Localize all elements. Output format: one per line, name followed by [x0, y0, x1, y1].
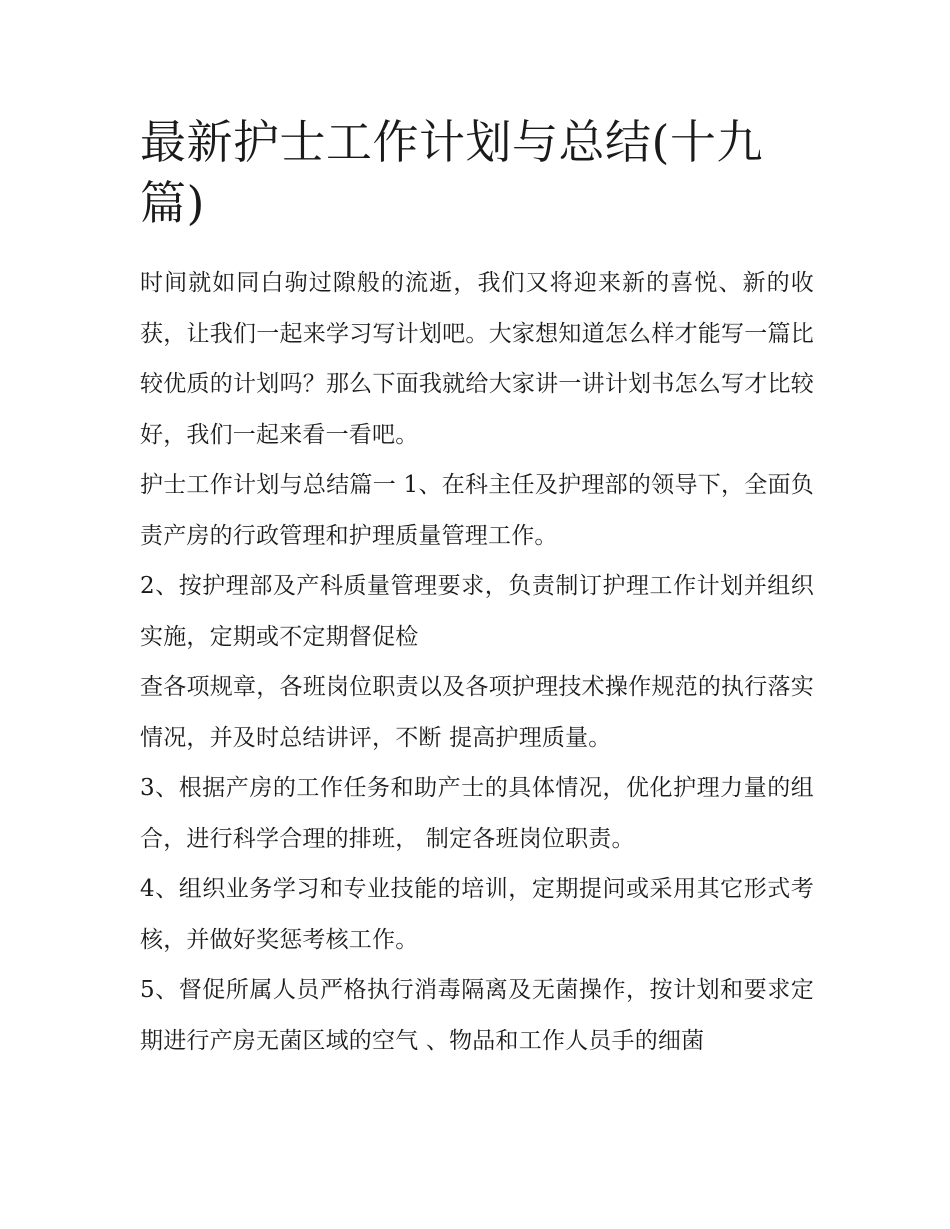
document-title: 最新护士工作计划与总结(十九篇): [140, 115, 763, 230]
section-one-item-1: 护士工作计划与总结篇一 1、在科主任及护理部的领导下，全面负责产房的行政管理和护理质量管理工作。: [140, 472, 814, 549]
section-one-item-5: 5、督促所属人员严格执行消毒隔离及无菌操作，按计划和要求定期进行产房无菌区域的空气 、物品和工作人员手的细菌: [140, 977, 814, 1054]
section-one-item-2: 2、按护理部及产科质量管理要求，负责制订护理工作计划并组织实施，定期或不定期督促检: [140, 573, 814, 650]
intro-paragraph: 时间就如同白驹过隙般的流逝，我们又将迎来新的喜悦、新的收获，让我们一起来学习写计划吧。大家想知道怎么样才能写一篇比较优质的计划吗？那么下面我就给大家讲一讲计划书怎么写才比较好，我们一起来看一看吧。: [140, 270, 814, 448]
document-body: [140, 112, 814, 1066]
section-one-item-4: 4、组织业务学习和专业技能的培训，定期提问或采用其它形式考核，并做好奖惩考核工作。: [140, 876, 814, 953]
section-one-item-2-continued: 查各项规章，各班岗位职责以及各项护理技术操作规范的执行落实情况，并及时总结讲评，不断 提高护理质量。: [140, 674, 814, 751]
section-one-item-3: 3、根据产房的工作任务和助产士的具体情况，优化护理力量的组合，进行科学合理的排班， 制定各班岗位职责。: [140, 775, 814, 852]
